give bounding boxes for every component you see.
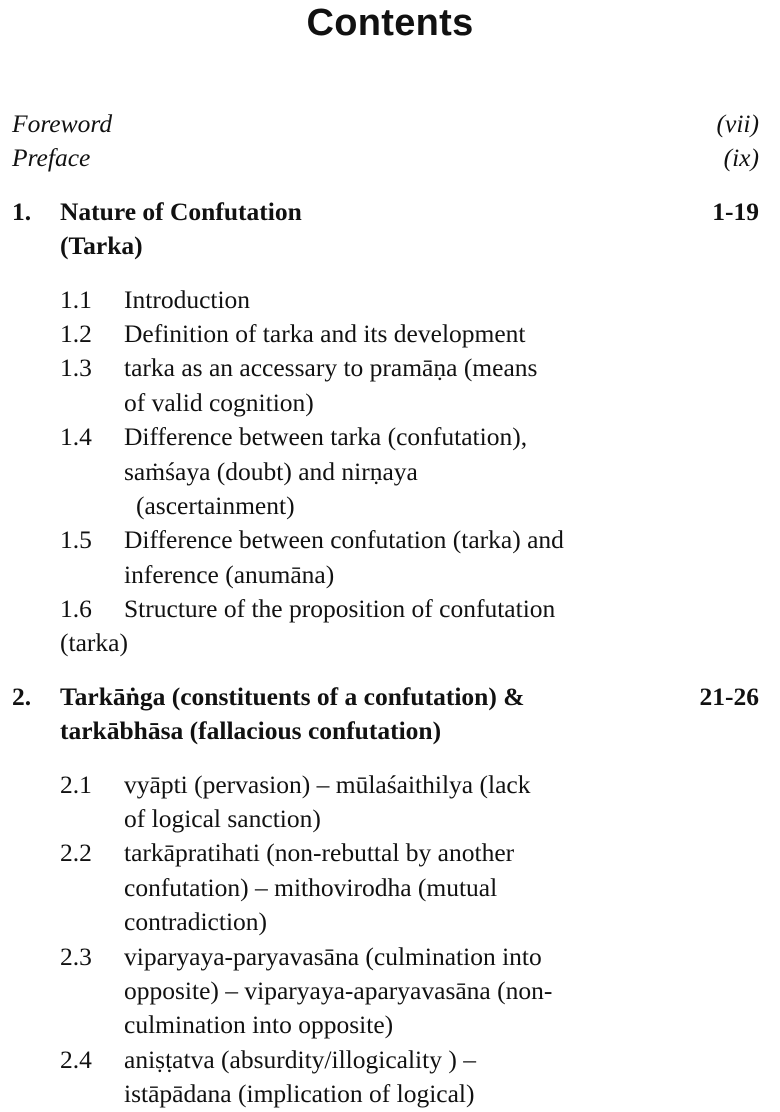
section-title-line: of logical sanction) <box>124 804 321 834</box>
toc-entry-section[interactable] <box>0 871 780 905</box>
section-number: 1.2 <box>60 318 92 348</box>
entry-page: (ix) <box>723 143 759 173</box>
section-title-line: tarka as an accessary to pramāṇa (means <box>124 353 538 383</box>
section-title-line: Difference between confutation (tarka) and <box>124 525 564 555</box>
toc-entry-section[interactable] <box>0 283 780 317</box>
section-number: 1.5 <box>60 525 92 555</box>
toc-entry-section[interactable] <box>0 1077 780 1111</box>
toc-entry-section[interactable] <box>0 905 780 939</box>
toc-entry-chapter[interactable] <box>0 680 780 714</box>
toc-entry-section[interactable] <box>0 802 780 836</box>
section-title-line: Definition of tarka and its development <box>124 318 526 348</box>
toc-entry-section[interactable] <box>0 768 780 802</box>
toc-entry-section[interactable] <box>0 420 780 454</box>
section-number: 1.3 <box>60 353 92 383</box>
toc-entry-section[interactable] <box>0 558 780 592</box>
section-title-line: contradiction) <box>124 907 268 937</box>
chapter-title-line: (Tarka) <box>60 231 143 261</box>
section-title-line: vyāpti (pervasion) – mūlaśaithilya (lack <box>124 769 531 799</box>
section-number: 1.4 <box>60 422 92 452</box>
toc-entry-section[interactable] <box>0 351 780 385</box>
section-title-line: (ascertainment) <box>136 490 295 520</box>
section-title-line: of valid cognition) <box>124 387 314 417</box>
section-number: 1.1 <box>60 284 92 314</box>
entry-title: Foreword <box>12 109 113 138</box>
section-number: 1.6 <box>60 594 92 624</box>
section-title-line: culmination into opposite) <box>124 1010 394 1040</box>
section-title-line: istāpādana (implication of logical) <box>124 1079 475 1109</box>
section-title-line: Difference between tarka (confutation), <box>124 422 528 452</box>
toc-entry-section[interactable] <box>0 836 780 870</box>
toc-entry-section[interactable] <box>0 317 780 351</box>
section-title-line: Introduction <box>124 284 251 314</box>
chapter-pages: 21-26 <box>699 681 759 711</box>
toc-entry-chapter[interactable] <box>0 195 780 229</box>
section-title-line: opposite) – viparyaya-aparyavasāna (non- <box>124 975 553 1005</box>
toc-entry-front-matter[interactable] <box>0 107 780 141</box>
section-title-line: (tarka) <box>60 628 128 658</box>
section-title-line: tarkāpratihati (non-rebuttal by another <box>124 838 515 868</box>
toc-entry-section[interactable] <box>0 974 780 1008</box>
section-number: 2.3 <box>60 941 92 971</box>
section-number: 2.2 <box>60 838 92 868</box>
section-title-line: saṁśaya (doubt) and nirṇaya <box>124 456 418 486</box>
page-title: Contents <box>306 2 474 44</box>
toc-entry-section[interactable] <box>0 940 780 974</box>
section-title-line: confutation) – mithovirodha (mutual <box>124 872 498 902</box>
toc-entry-section[interactable] <box>0 1008 780 1042</box>
toc-entry-section[interactable] <box>0 455 780 489</box>
toc-entry-section[interactable] <box>0 386 780 420</box>
chapter-title-line: tarkābhāsa (fallacious confutation) <box>60 716 442 746</box>
section-title-line: Structure of the proposition of confutation <box>124 594 556 624</box>
chapter-number: 1. <box>12 196 32 226</box>
entry-page: (vii) <box>716 109 759 138</box>
section-title-line: viparyaya-paryavasāna (culmination into <box>124 941 542 971</box>
toc-entry-section[interactable] <box>0 626 780 660</box>
section-number: 2.4 <box>60 1044 92 1074</box>
chapter-title-line: Tarkāṅga (constituents of a confutation) & <box>60 681 525 711</box>
chapter-pages: 1-19 <box>712 196 759 226</box>
toc-entry-chapter[interactable] <box>0 714 780 748</box>
toc-entry-section[interactable] <box>0 1043 780 1077</box>
entry-title: Preface <box>12 143 91 173</box>
toc-entry-front-matter[interactable] <box>0 141 780 175</box>
section-title-line: inference (anumāna) <box>124 559 335 589</box>
toc-entry-section[interactable] <box>0 523 780 557</box>
chapter-title-line: Nature of Confutation <box>60 196 302 226</box>
section-title-line: aniṣṭatva (absurdity/illogicality ) – <box>124 1044 476 1074</box>
toc-entry-section[interactable] <box>0 489 780 523</box>
table-of-contents <box>0 107 780 1112</box>
toc-entry-section[interactable] <box>0 592 780 626</box>
section-number: 2.1 <box>60 769 92 799</box>
chapter-number: 2. <box>12 681 32 711</box>
toc-entry-chapter[interactable] <box>0 229 780 263</box>
